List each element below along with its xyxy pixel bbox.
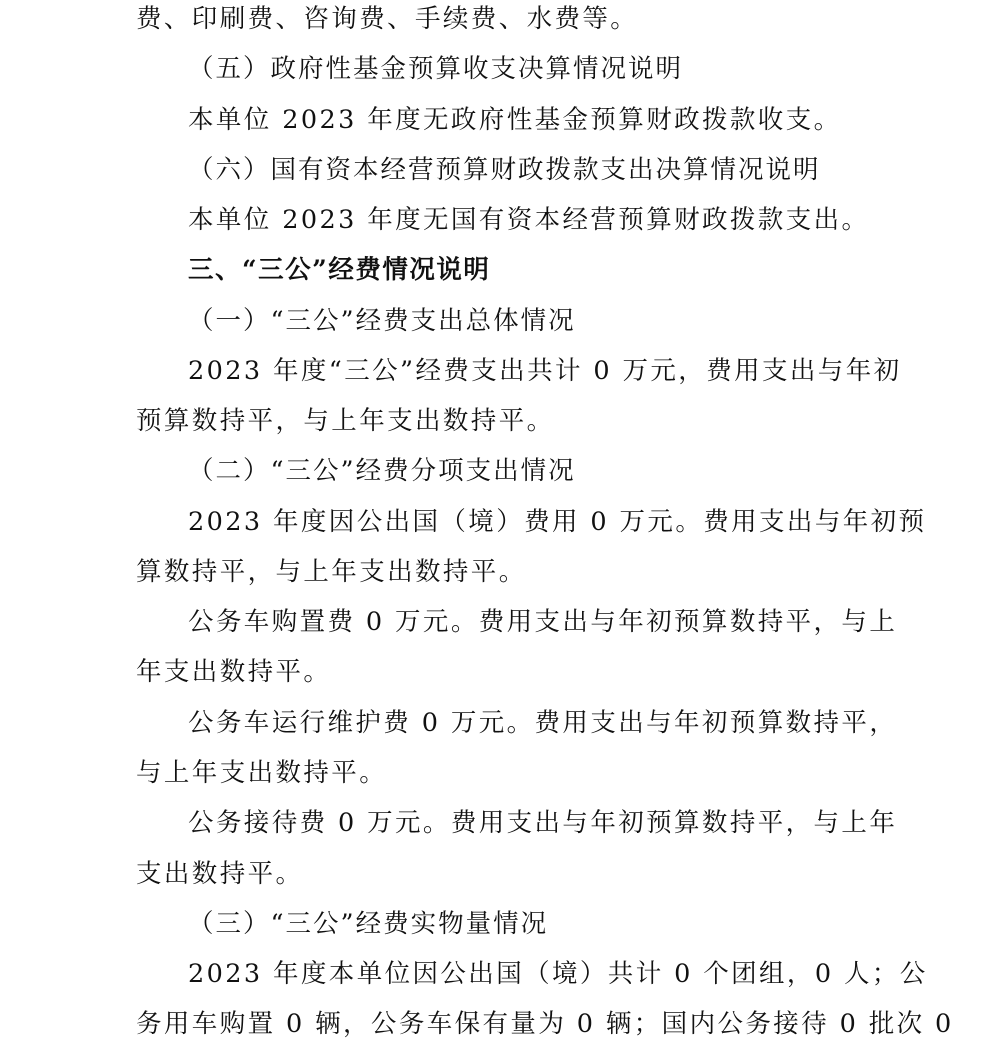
paragraph-line: 2023 年度“三公”经费支出共计 0 万元，费用支出与年初 bbox=[188, 356, 902, 386]
paragraph-line: 公务车购置费 0 万元。费用支出与年初预算数持平，与上 bbox=[188, 607, 898, 637]
paragraph-line: 公务车运行维护费 0 万元。费用支出与年初预算数持平， bbox=[188, 708, 898, 738]
paragraph-line: 预算数持平，与上年支出数持平。 bbox=[136, 406, 555, 436]
subsection-heading-5: （五）政府性基金预算收支决算情况说明 bbox=[188, 54, 684, 84]
paragraph-line: 与上年支出数持平。 bbox=[136, 758, 388, 788]
paragraph-line: 本单位 2023 年度无政府性基金预算财政拨款收支。 bbox=[188, 105, 842, 135]
paragraph-line: 2023 年度本单位因公出国（境）共计 0 个团组，0 人；公 bbox=[188, 959, 928, 989]
paragraph-line: 2023 年度因公出国（境）费用 0 万元。费用支出与年初预 bbox=[188, 507, 927, 537]
subsection-heading-2: （二）“三公”经费分项支出情况 bbox=[188, 456, 576, 486]
paragraph-line: 费、印刷费、咨询费、手续费、水费等。 bbox=[136, 4, 639, 34]
subsection-heading-6: （六）国有资本经营预算财政拨款支出决算情况说明 bbox=[188, 155, 821, 185]
paragraph-line: 公务接待费 0 万元。费用支出与年初预算数持平，与上年 bbox=[188, 808, 898, 838]
paragraph-line: 本单位 2023 年度无国有资本经营预算财政拨款支出。 bbox=[188, 205, 870, 235]
subsection-heading-3: （三）“三公”经费实物量情况 bbox=[188, 909, 549, 939]
subsection-heading-1: （一）“三公”经费支出总体情况 bbox=[188, 306, 576, 336]
paragraph-line: 算数持平，与上年支出数持平。 bbox=[136, 557, 527, 587]
paragraph-line: 支出数持平。 bbox=[136, 859, 304, 889]
paragraph-line: 年支出数持平。 bbox=[136, 657, 332, 687]
paragraph-line: 务用车购置 0 辆，公务车保有量为 0 辆；国内公务接待 0 批次 0 bbox=[136, 1009, 954, 1039]
section-heading-3: 三、“三公”经费情况说明 bbox=[188, 255, 491, 285]
